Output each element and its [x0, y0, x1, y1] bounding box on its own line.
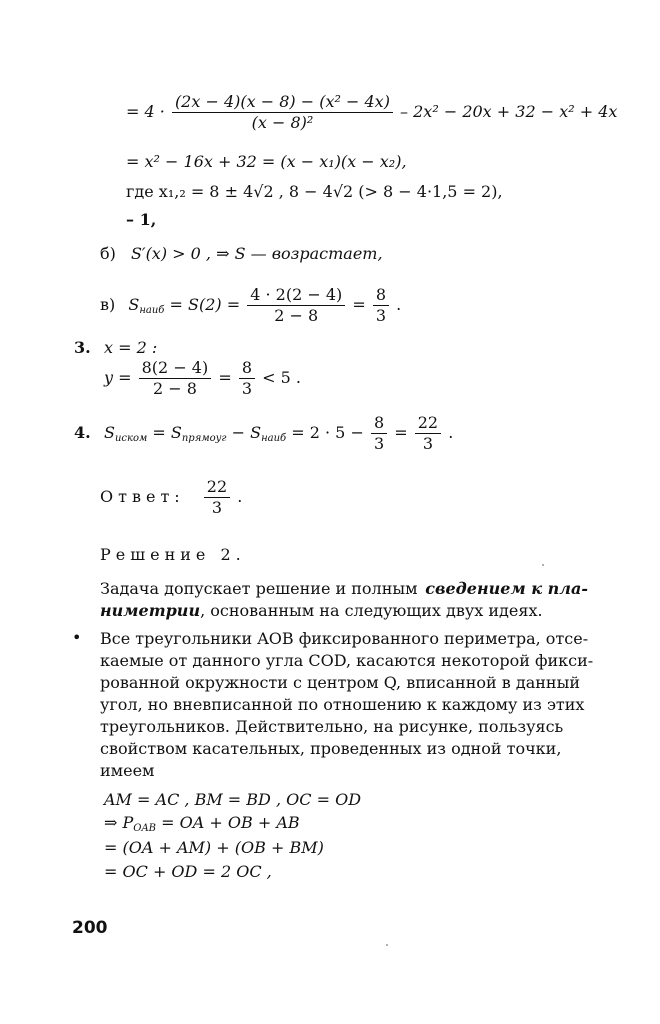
intro-emphasis: сведением к пла- [425, 579, 588, 598]
fraction-denominator: 2 − 8 [274, 306, 319, 325]
fraction-denominator: 3 [422, 434, 433, 453]
formula-suffix: – 2x² − 20x + 32 − x² + 4x [400, 102, 618, 121]
fraction-numerator: 4 · 2(2 − 4) [247, 285, 345, 306]
period: . [448, 423, 454, 442]
fraction-v-1 [247, 285, 345, 326]
fraction-denominator: (x − 8)² [251, 113, 314, 132]
item-b [100, 244, 383, 264]
intro-emphasis: ниметрии [100, 601, 201, 620]
fraction-numerator: 22 [204, 477, 230, 498]
bullet-marker: • [72, 628, 82, 647]
bullet-line: Все треугольники AOB фиксированного периметра, отсе- [100, 629, 589, 648]
bullet-line: имеем [100, 761, 155, 780]
s-symbol: S [250, 423, 262, 442]
equation-4: = OC + OD = 2 OC , [104, 862, 272, 881]
formula-line-2: = x² − 16x + 32 = (x − x₁)(x − x₂), [126, 152, 407, 171]
fraction-step3-2 [239, 358, 255, 399]
item-v [100, 285, 401, 326]
equation-1: AM = AC , BM = BD , OC = OD [104, 790, 362, 809]
formula-line-1 [126, 92, 617, 133]
bullet-line: рованной окружности с центром Q, вписанной в данный [100, 673, 580, 692]
fraction-denominator: 3 [241, 379, 253, 398]
fraction-numerator: 8 [239, 358, 255, 379]
fraction-denominator: 3 [373, 434, 385, 453]
fraction-step3-1 [139, 358, 212, 399]
step-4-number: 4. [74, 423, 91, 442]
answer-line [100, 477, 242, 518]
s-symbol: S [128, 295, 140, 314]
step-4-expr: = 2 · 5 − [291, 423, 364, 442]
s-symbol: S [104, 423, 115, 442]
equation-3: = (OA + AM) + (OB + BM) [104, 838, 324, 857]
bullet-paragraph [100, 628, 594, 782]
equals-sign: = [352, 295, 366, 314]
intro-line-1 [100, 578, 588, 600]
bullet-line: свойством касательных, проведенных из одной точки, [100, 739, 562, 758]
fraction-denominator: 2 − 8 [152, 379, 197, 398]
step-3-line-1: x = 2 : [104, 338, 158, 357]
fraction-numerator: 8 [371, 413, 387, 434]
answer-label: Ответ: [100, 487, 185, 506]
formula-prefix: = 4 · [126, 102, 165, 121]
period: . [396, 295, 402, 314]
step-4-formula: $S_{иском} = S_{прямоуг} - S_{наиб} = 2 \cdot 5$ − $\frac{8}{3}$ = $\frac{22}{3}$ . [104, 413, 454, 453]
item-v-label: в) [100, 295, 116, 314]
fraction-numerator: 8(2 − 4) [139, 358, 212, 379]
fraction-numerator: 22 [415, 413, 441, 434]
fraction-denominator: 3 [211, 498, 223, 517]
equation-2 [104, 813, 300, 833]
intro-text: , основанным на следующих двух идеях. [200, 601, 543, 620]
p-subscript: OAB [133, 823, 157, 834]
bullet-line: треугольников. Действительно, на рисунке, пользуясь [100, 717, 564, 736]
equals-sign: = [394, 423, 408, 442]
step-3-line-2 [104, 358, 301, 399]
s-subscript: наиб [261, 433, 287, 444]
fraction-numerator: 8 [373, 285, 389, 306]
scan-speck [542, 564, 544, 566]
inequality-end: < 5 . [262, 368, 301, 387]
fraction-step4-1 [371, 413, 387, 454]
fraction-main [172, 92, 393, 133]
intro-text: Задача допускает решение и полным [100, 579, 418, 598]
s-symbol: S [170, 423, 182, 442]
y-equals: y = [104, 368, 132, 387]
perimeter-expr: = OA + OB + AB [156, 813, 300, 832]
item-b-label: б) [100, 244, 116, 263]
fraction-denominator: 3 [375, 306, 387, 325]
answer-fraction [204, 477, 230, 518]
fraction-v-2 [373, 285, 389, 326]
scan-speck [386, 944, 388, 946]
equals-sign: = [218, 368, 232, 387]
intro-line-2 [100, 600, 588, 622]
solution-2-intro [100, 578, 588, 622]
formula-line-4: – 1, [126, 210, 157, 229]
bullet-line: угол, но вневписанной по отношению к каждому из этих [100, 695, 585, 714]
solution-2-heading: Решение 2. [100, 545, 246, 564]
page-number: 200 [72, 918, 108, 938]
fraction-step4-2 [415, 413, 441, 454]
s-subscript: иском [114, 433, 148, 444]
step-3-number: 3. [74, 338, 91, 357]
item-b-text: S′(x) > 0 , ⇒ S — возрастает, [130, 244, 383, 263]
item-v-mid: = S(2) = [169, 295, 241, 314]
fraction-numerator: (2x − 4)(x − 8) − (x² − 4x) [172, 92, 393, 113]
implies-p: ⇒ P [104, 813, 134, 832]
period: . [237, 487, 243, 506]
s-subscript: прямоуг [181, 433, 227, 444]
s-subscript: наиб [139, 305, 165, 316]
bullet-line: каемые от данного угла COD, касаются некоторой фикси- [100, 651, 594, 670]
formula-line-3: где x₁,₂ = 8 ± 4√2 , 8 − 4√2 (> 8 − 4·1,5 = 2), [126, 182, 503, 201]
